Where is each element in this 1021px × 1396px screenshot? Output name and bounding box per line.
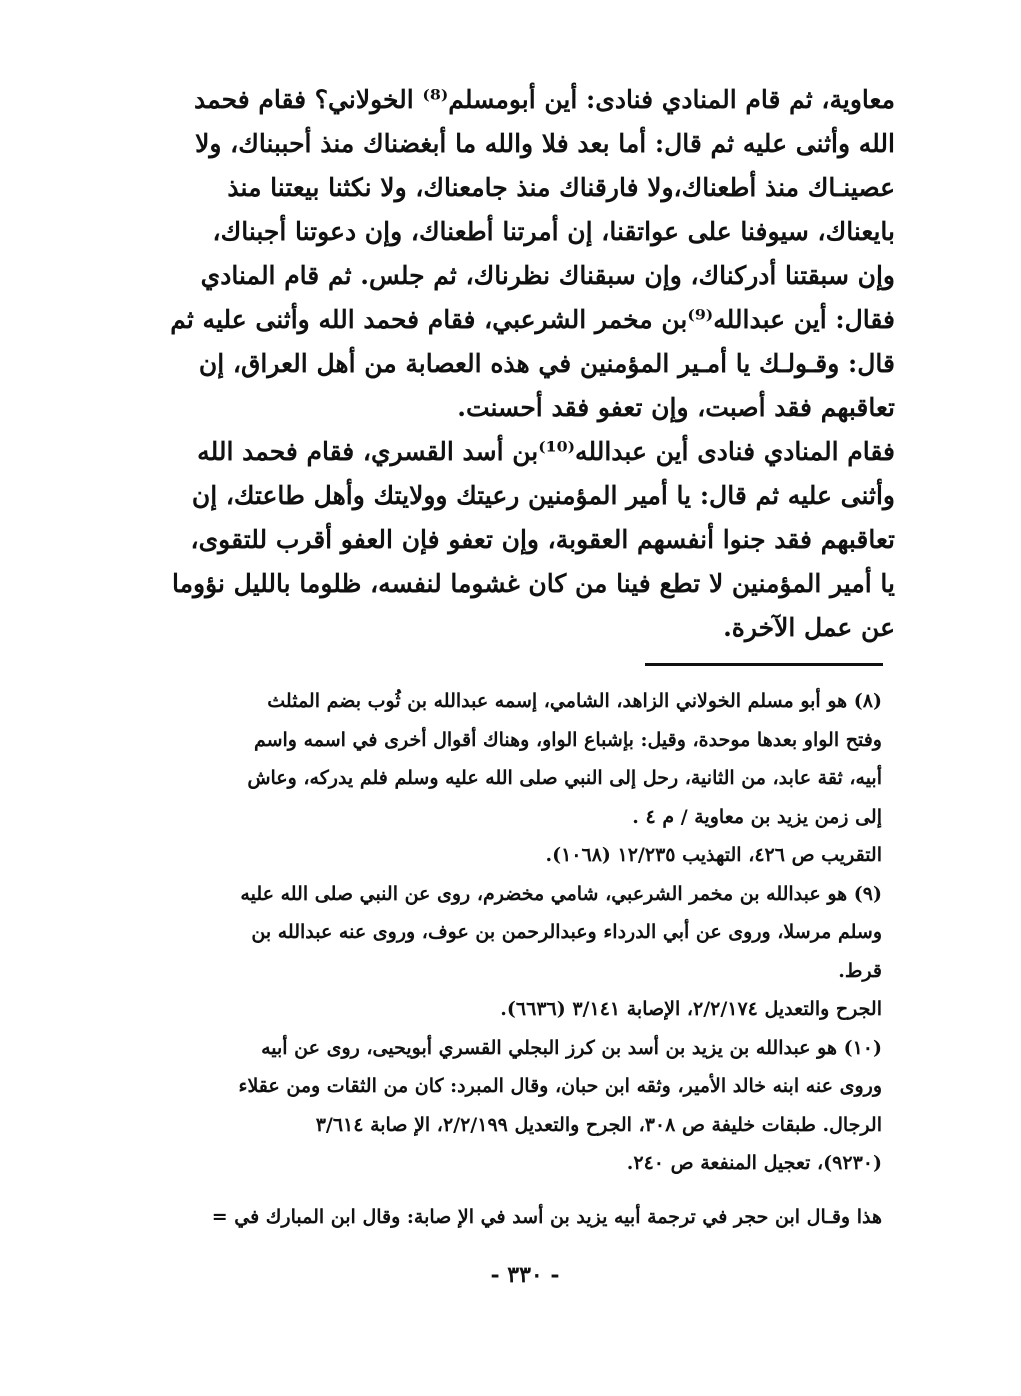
footnote-line: وفتح الواو بعدها موحدة، وقيل: بإشباع الواو، وهناك أقوال أخرى في اسمه واسم [253,728,882,751]
footnote-line: وروى عنه ابنه خالد الأمير، وثقه ابن حبان، وقال المبرد: كان من الثقات ومن عقلاء [238,1075,882,1097]
main-text-line: معاوية، ثم قام المنادي فنادى: أين أبومسلم⁽⁸⁾ الخولاني؟ فقام فحمد [194,85,895,114]
footnote-line: قرط. [838,959,882,982]
main-text-line: عن عمل الآخرة. [723,613,895,642]
main-text-line: تعاقبهم فقد جنوا أنفسهم العقوبة، وإن تعفو فإن العفو أقرب للتقوى، [190,525,895,554]
main-text-line: وأثنى عليه ثم قال: يا أمير المؤمنين رعيتك وولايتك وأهل طاعتك، إن [191,481,895,510]
footnotes [160,682,882,1183]
main-text-line: بايعناك، سيوفنا على عواتقنا، إن أمرتنا أطعناك، وإن دعوتنا أجبناك، [212,217,895,246]
footnote-line: (٩) هو عبدالله بن مخمر الشرعبي، شامي مخضرم، روى عن النبي صلى الله عليه [240,882,882,905]
footnote-line: إلى زمن يزيد بن معاوية / م ٤ . [632,805,882,828]
main-text [170,78,895,650]
footnote-line: (١٠) هو عبدالله بن يزيد بن أسد بن كرز البجلي القسري أبويحيى، روى عن أبيه [261,1036,882,1059]
footnote-separator [645,663,883,666]
footnote-line: التقريب ص ٤٢٦، التهذيب ١٢/٢٣٥ (١٠٦٨). [545,844,882,866]
main-text-line: يا أمير المؤمنين لا تطع فينا من كان غشوما لنفسه، ظلوما بالليل نؤوما [172,569,895,598]
main-text-line: وإن سبقتنا أدركناك، وإن سبقناك نظرناك، ثم جلس. ثم قام المنادي [200,261,895,290]
main-text-line: قال: وقـولـك يا أمـير المؤمنين في هذه العصابة من أهل العراق، إن [198,349,895,378]
main-text-line: فقام المنادي فنادى أين عبدالله⁽¹⁰⁾بن أسد القسري، فقام فحمد الله [197,437,895,466]
footnote-line: (٩٢٣٠)، تعجيل المنفعة ص ٢٤٠. [626,1152,882,1174]
footnote-line: أبيه، ثقة عابد، من الثانية، رحل إلى النبي صلى الله عليه وسلم فلم يدركه، وعاش [247,767,882,789]
footnote-line: (٨) هو أبو مسلم الخولاني الزاهد، الشامي، إسمه عبدالله بن ثُوب بضم المثلث [267,690,882,712]
main-text-line: الله وأثنى عليه ثم قال: أما بعد فلا والله ما أبغضناك منذ أحببناك، ولا [195,129,895,158]
continuation-line: هذا وقـال ابن حجر في ترجمة أبيه يزيد بن أسد في الإ صابة: وقال ابن المبارك في = [211,1206,882,1228]
main-text-line: عصينـاك منذ أطعناك،ولا فارقناك منذ جامعناك، ولا نكثنا بيعتنا منذ [227,173,895,202]
main-text-line: فقال: أين عبدالله⁽⁹⁾بن مخمر الشرعبي، فقام فحمد الله وأثنى عليه ثم [170,305,895,334]
footnote-line: الجرح والتعديل ٢/٢/١٧٤، الإصابة ٣/١٤١ (٦٦٣٦). [500,998,882,1020]
page-number: - ٣٣٠ - [490,1262,560,1288]
main-text-line: تعاقبهم فقد أصبت، وإن تعفو فقد أحسنت. [457,393,895,422]
footnote-line: وسلم مرسلا، وروى عن أبي الدرداء وعبدالرحمن بن عوف، وروى عنه عبدالله بن [251,921,882,943]
footnote-line: الرجال. طبقات خليفة ص ٣٠٨، الجرح والتعديل ٢/٢/١٩٩، الإ صابة ٣/٦١٤ [315,1113,882,1136]
